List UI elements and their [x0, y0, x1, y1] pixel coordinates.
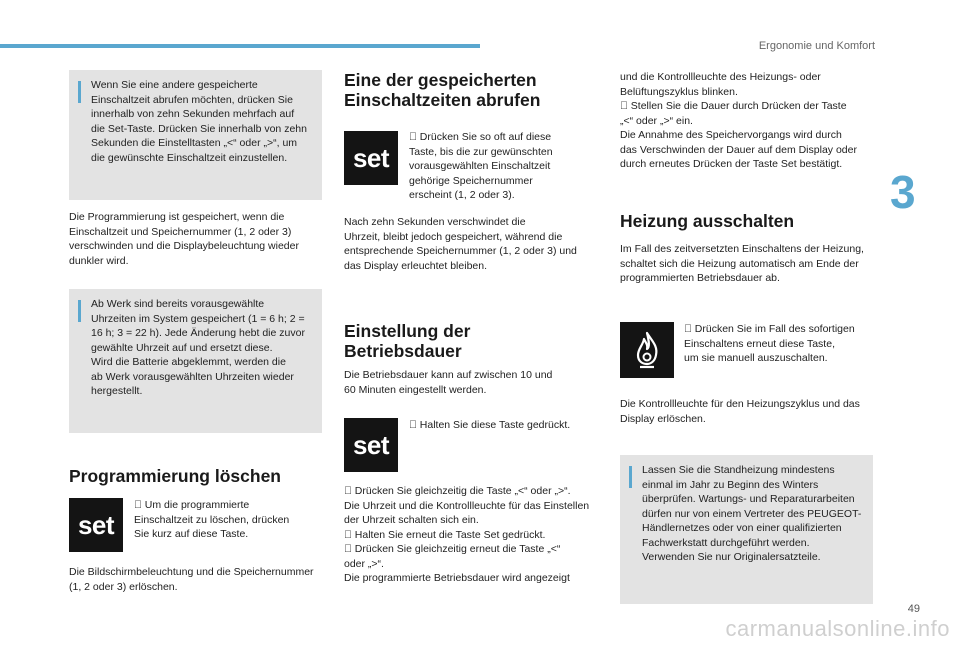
col3-paragraph-2: Im Fall des zeitversetzten Einschaltens der Heizung, schaltet sich die Heizung automatisch am Ende der programmierten Betriebsdauer ab. [620, 243, 864, 284]
heading-line-1: Einstellung der [344, 321, 471, 341]
heading-eine-der-gespeicherten [344, 70, 604, 110]
col3-paragraph-1: und die Kontrollleuchte des Heizungs- oder Belüftungszyklus blinken. Stellen Sie die Dauer durch Drücken der Taste „<“ oder „>“ ein. Die Annahme des Speichervorgangs wird durch das Verschwinden der Dauer auf dem Display oder durch erneutes Drücken der Taste Set bestätigt. [620, 71, 857, 170]
info-note-2 [69, 289, 322, 433]
section-title: Ergonomie und Komfort [758, 40, 875, 52]
col1-paragraph-1: Die Programmierung ist gespeichert, wenn die Einschaltzeit und Speichernummer (1, 2 oder 3) verschwinden und die Displaybeleuchtung wieder dunkler wird. [69, 211, 299, 267]
col2-step-1-text: Drücken Sie so oft auf diese Taste, bis die zur gewünschten vorausgewählten Einschaltzeit gehörige Speichernummer erscheint (1, 2 oder 3). [409, 131, 553, 201]
set-button-icon: set [69, 498, 123, 552]
chapter-number: 3 [890, 166, 916, 218]
info-icon [629, 466, 632, 488]
col3-paragraph-3: Die Kontrollleuchte für den Heizungszyklus und das Display erlöschen. [620, 398, 860, 425]
col1-paragraph-2: Die Bildschirmbeleuchtung und die Speichernummer (1, 2 oder 3) erlöschen. [69, 566, 314, 593]
heading-line-2: Betriebsdauer [344, 341, 462, 361]
info-note-3-text: Lassen Sie die Standheizung mindestens einmal im Jahr zu Beginn des Winters überprüfen. Wartungs- und Reparaturarbeiten dürfen nur von einem Vertreter des PEUGEOT- Händlernetzes oder von einer qualifizierten Fachwerkstatt durchgeführt werden. Verwenden Sie nur Originalersatzteile. [642, 464, 862, 563]
info-icon [78, 81, 81, 103]
info-icon [78, 300, 81, 322]
info-note-2-text: Ab Werk sind bereits vorausgewählte Uhrzeiten im System gespeichert (1 = 6 h; 2 = 16 h; 3 = 22 h). Jede Änderung hebt die zuvor gewählte Uhrzeit auf und ersetzt diese. Wird die Batterie abgeklemmt, werden die ab Werk vorausgewählten Uhrzeiten wieder hergestellt. [91, 298, 305, 397]
header-bar [0, 44, 480, 48]
heading-line-2: Einschaltzeiten abrufen [344, 90, 541, 110]
heading-line-1: Eine der gespeicherten [344, 70, 537, 90]
heater-button-icon [620, 322, 674, 378]
col3-step-text: Drücken Sie im Fall des sofortigen Einschaltens erneut diese Taste, um sie manuell auszuschalten. [684, 323, 844, 364]
heading-programmierung-loeschen: Programmierung löschen [69, 466, 281, 486]
info-note-3 [620, 455, 873, 604]
set-button-icon: set [344, 131, 398, 185]
col1-step-text: Um die programmierte Einschaltzeit zu löschen, drücken Sie kurz auf diese Taste. [134, 499, 290, 540]
col2-paragraph-1: Nach zehn Sekunden verschwindet die Uhrzeit, bleibt jedoch gespeichert, während die entsprechende Speichernummer (1, 2 oder 3) und das Display erleuchtet bleiben. [344, 216, 577, 272]
page-number: 49 [907, 603, 920, 615]
col2-paragraph-2: Die Betriebsdauer kann auf zwischen 10 und 60 Minuten eingestellt werden. [344, 369, 553, 396]
col2-step-2-text: Halten Sie diese Taste gedrückt. [409, 419, 560, 431]
watermark: carmanualsonline.info [725, 616, 950, 641]
heater-flame-icon [630, 330, 664, 370]
info-note-1-text: Wenn Sie eine andere gespeicherte Einschaltzeit abrufen möchten, drücken Sie innerhalb von zehn Sekunden mehrfach auf die Set-Taste. Drücken Sie innerhalb von zehn Sekunden die Einstelltasten „<“ oder „>“, um die gewünschte Einschaltzeit einzustellen. [91, 79, 307, 164]
set-button-icon: set [344, 418, 398, 472]
info-note-1 [69, 70, 322, 200]
col2-paragraph-3: Drücken Sie gleichzeitig die Taste „<“ oder „>“. Die Uhrzeit und die Kontrollleuchte für das Einstellen der Uhrzeit schalten sich ein. Halten Sie erneut die Taste Set gedrückt. Drücken Sie gleichzeitig erneut die Taste „<“ oder „>“. Die programmierte Betriebsdauer wird angezeigt [344, 485, 590, 584]
heading-heizung-ausschalten: Heizung ausschalten [620, 211, 795, 231]
heading-einstellung-der-betriebsdauer [344, 321, 604, 361]
